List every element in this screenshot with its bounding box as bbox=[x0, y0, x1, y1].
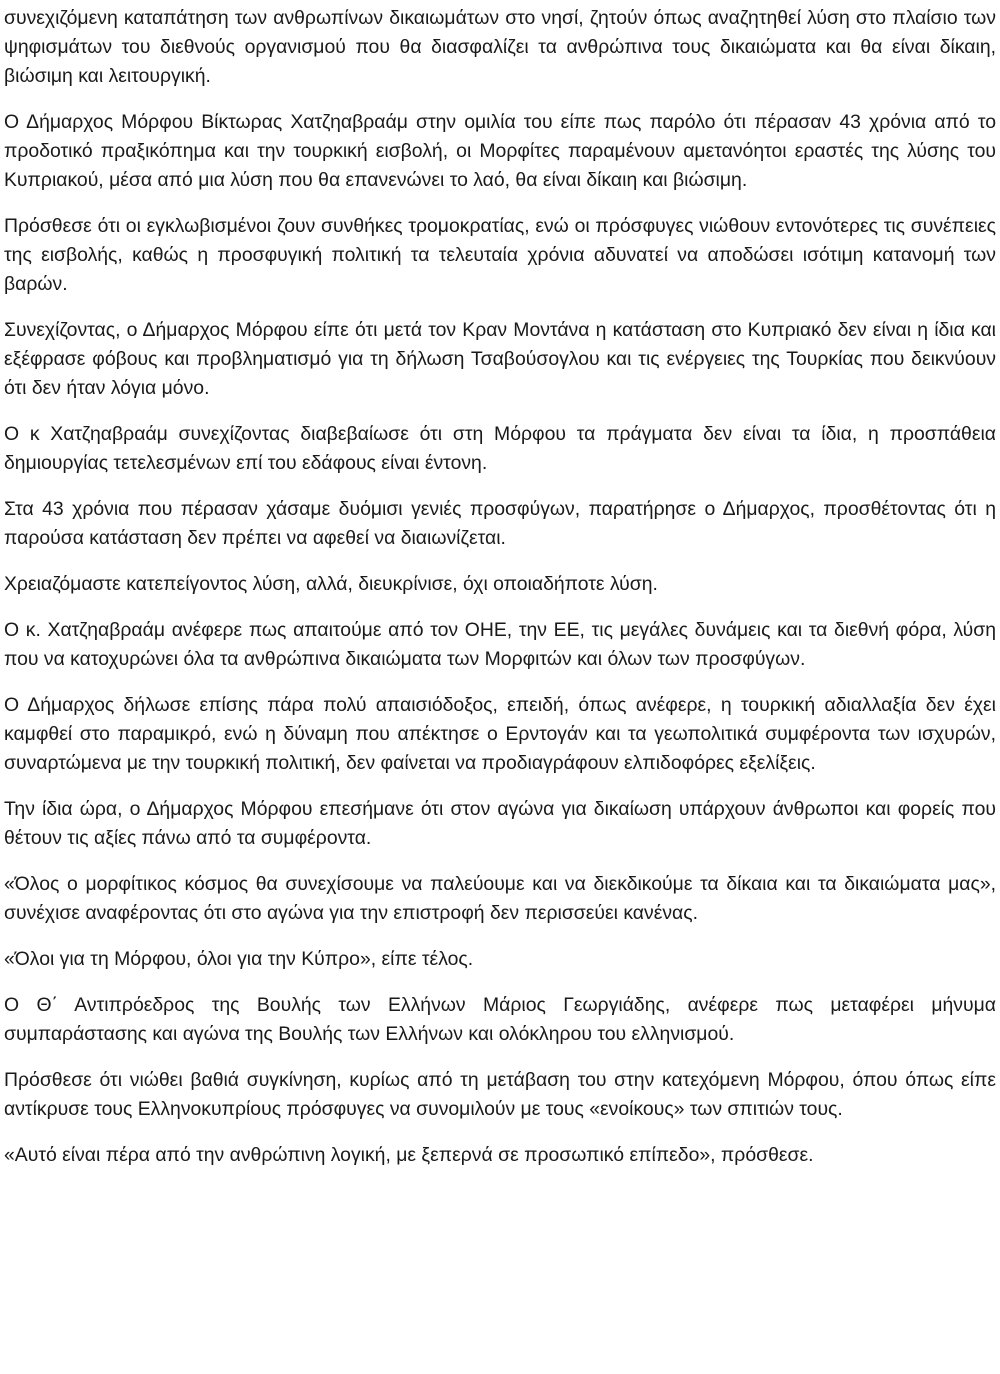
paragraph-11: «Όλος ο μορφίτικος κόσμος θα συνεχίσουμε να παλεύουμε και να διεκδικούμε τα δίκαια και τα δικαιώματα μας», συνέχισε αναφέροντας ότι στο αγώνα για την επιστροφή δεν περισσεύει κανένας. bbox=[4, 873, 996, 924]
paragraph-3: Πρόσθεσε ότι οι εγκλωβισμένοι ζουν συνθήκες τρομοκρατίας, ενώ οι πρόσφυγες νιώθουν εντονότερες τις συνέπειες της εισβολής, καθώς η προσφυγική πολιτική τα τελευταία χρόνια αδυνατεί να αποδώσει ισότιμη κατανομή των βαρών. bbox=[4, 215, 996, 295]
paragraph-1: συνεχιζόμενη καταπάτηση των ανθρωπίνων δικαιωμάτων στο νησί, ζητούν όπως αναζητηθεί λύση στο πλαίσιο των ψηφισμάτων του διεθνούς οργανισμού που θα διασφαλίζει τα ανθρώπινα τους δικαιώματα και θα είναι δίκαιη, βιώσιμη και λειτουργική. bbox=[4, 7, 996, 87]
paragraph-9: Ο Δήμαρχος δήλωσε επίσης πάρα πολύ απαισιόδοξος, επειδή, όπως ανέφερε, η τουρκική αδιαλλαξία δεν έχει καμφθεί στο παραμικρό, ενώ η δύναμη που απέκτησε ο Ερντογάν και τα γεωπολιτικά συμφέροντα των ισχυρών, συναρτώμενα με την τουρκική πολιτική, δεν φαίνεται να προδιαγράφουν ελπιδοφόρες εξελίξεις. bbox=[4, 694, 996, 774]
paragraph-5: Ο κ Χατζηαβραάμ συνεχίζοντας διαβεβαίωσε ότι στη Μόρφου τα πράγματα δεν είναι τα ίδια, η προσπάθεια δημιουργίας τετελεσμένων επί του εδάφους είναι έντονη. bbox=[4, 423, 996, 474]
paragraph-6: Στα 43 χρόνια που πέρασαν χάσαμε δυόμισι γενιές προσφύγων, παρατήρησε ο Δήμαρχος, προσθέτοντας ότι η παρούσα κατάσταση δεν πρέπει να αφεθεί να διαιωνίζεται. bbox=[4, 498, 996, 549]
paragraph-10: Την ίδια ώρα, ο Δήμαρχος Μόρφου επεσήμανε ότι στον αγώνα για δικαίωση υπάρχουν άνθρωποι και φορείς που θέτουν τις αξίες πάνω από τα συμφέροντα. bbox=[4, 798, 996, 849]
paragraph-7: Χρειαζόμαστε κατεπείγοντος λύση, αλλά, διευκρίνισε, όχι οποιαδήποτε λύση. bbox=[4, 573, 658, 595]
article-body bbox=[4, 4, 996, 1187]
paragraph-8: Ο κ. Χατζηαβραάμ ανέφερε πως απαιτούμε από τον ΟΗΕ, την ΕΕ, τις μεγάλες δυνάμεις και τα διεθνή φόρα, λύση που να κατοχυρώνει όλα τα ανθρώπινα δικαιώματα των Μορφιτών και όλων των προσφύγων. bbox=[4, 619, 996, 670]
paragraph-4: Συνεχίζοντας, ο Δήμαρχος Μόρφου είπε ότι μετά τον Κραν Μοντάνα η κατάσταση στο Κυπριακό δεν είναι η ίδια και εξέφρασε φόβους και προβληματισμό για τη δήλωση Τσαβούσογλου και τις ενέργειες της Τουρκίας που δεικνύουν ότι δεν ήταν λόγια μόνο. bbox=[4, 319, 996, 399]
paragraph-15: «Αυτό είναι πέρα από την ανθρώπινη λογική, με ξεπερνά σε προσωπικό επίπεδο», πρόσθεσε. bbox=[4, 1144, 814, 1166]
paragraph-12: «Όλοι για τη Μόρφου, όλοι για την Κύπρο», είπε τέλος. bbox=[4, 948, 474, 970]
paragraph-13: Ο Θ΄ Αντιπρόεδρος της Βουλής των Ελλήνων Μάριος Γεωργιάδης, ανέφερε πως μεταφέρει μήνυμα συμπαράστασης και αγώνα της Βουλής των Ελλήνων και ολόκληρου του ελληνισμού. bbox=[4, 994, 996, 1045]
paragraph-14: Πρόσθεσε ότι νιώθει βαθιά συγκίνηση, κυρίως από τη μετάβαση του στην κατεχόμενη Μόρφου, όπου όπως είπε αντίκρυσε τους Ελληνοκυπρίους πρόσφυγες να συνομιλούν με τους «ενοίκους» των σπιτιών τους. bbox=[4, 1069, 996, 1120]
paragraph-2: Ο Δήμαρχος Μόρφου Βίκτωρας Χατζηαβραάμ στην ομιλία του είπε πως παρόλο ότι πέρασαν 43 χρόνια από το προδοτικό πραξικόπημα και την τουρκική εισβολή, οι Μορφίτες παραμένουν αμετανόητοι εραστές της λύσης του Κυπριακού, μέσα από μια λύση που θα επανενώνει το λαό, θα είναι δίκαιη και βιώσιμη. bbox=[4, 111, 996, 191]
